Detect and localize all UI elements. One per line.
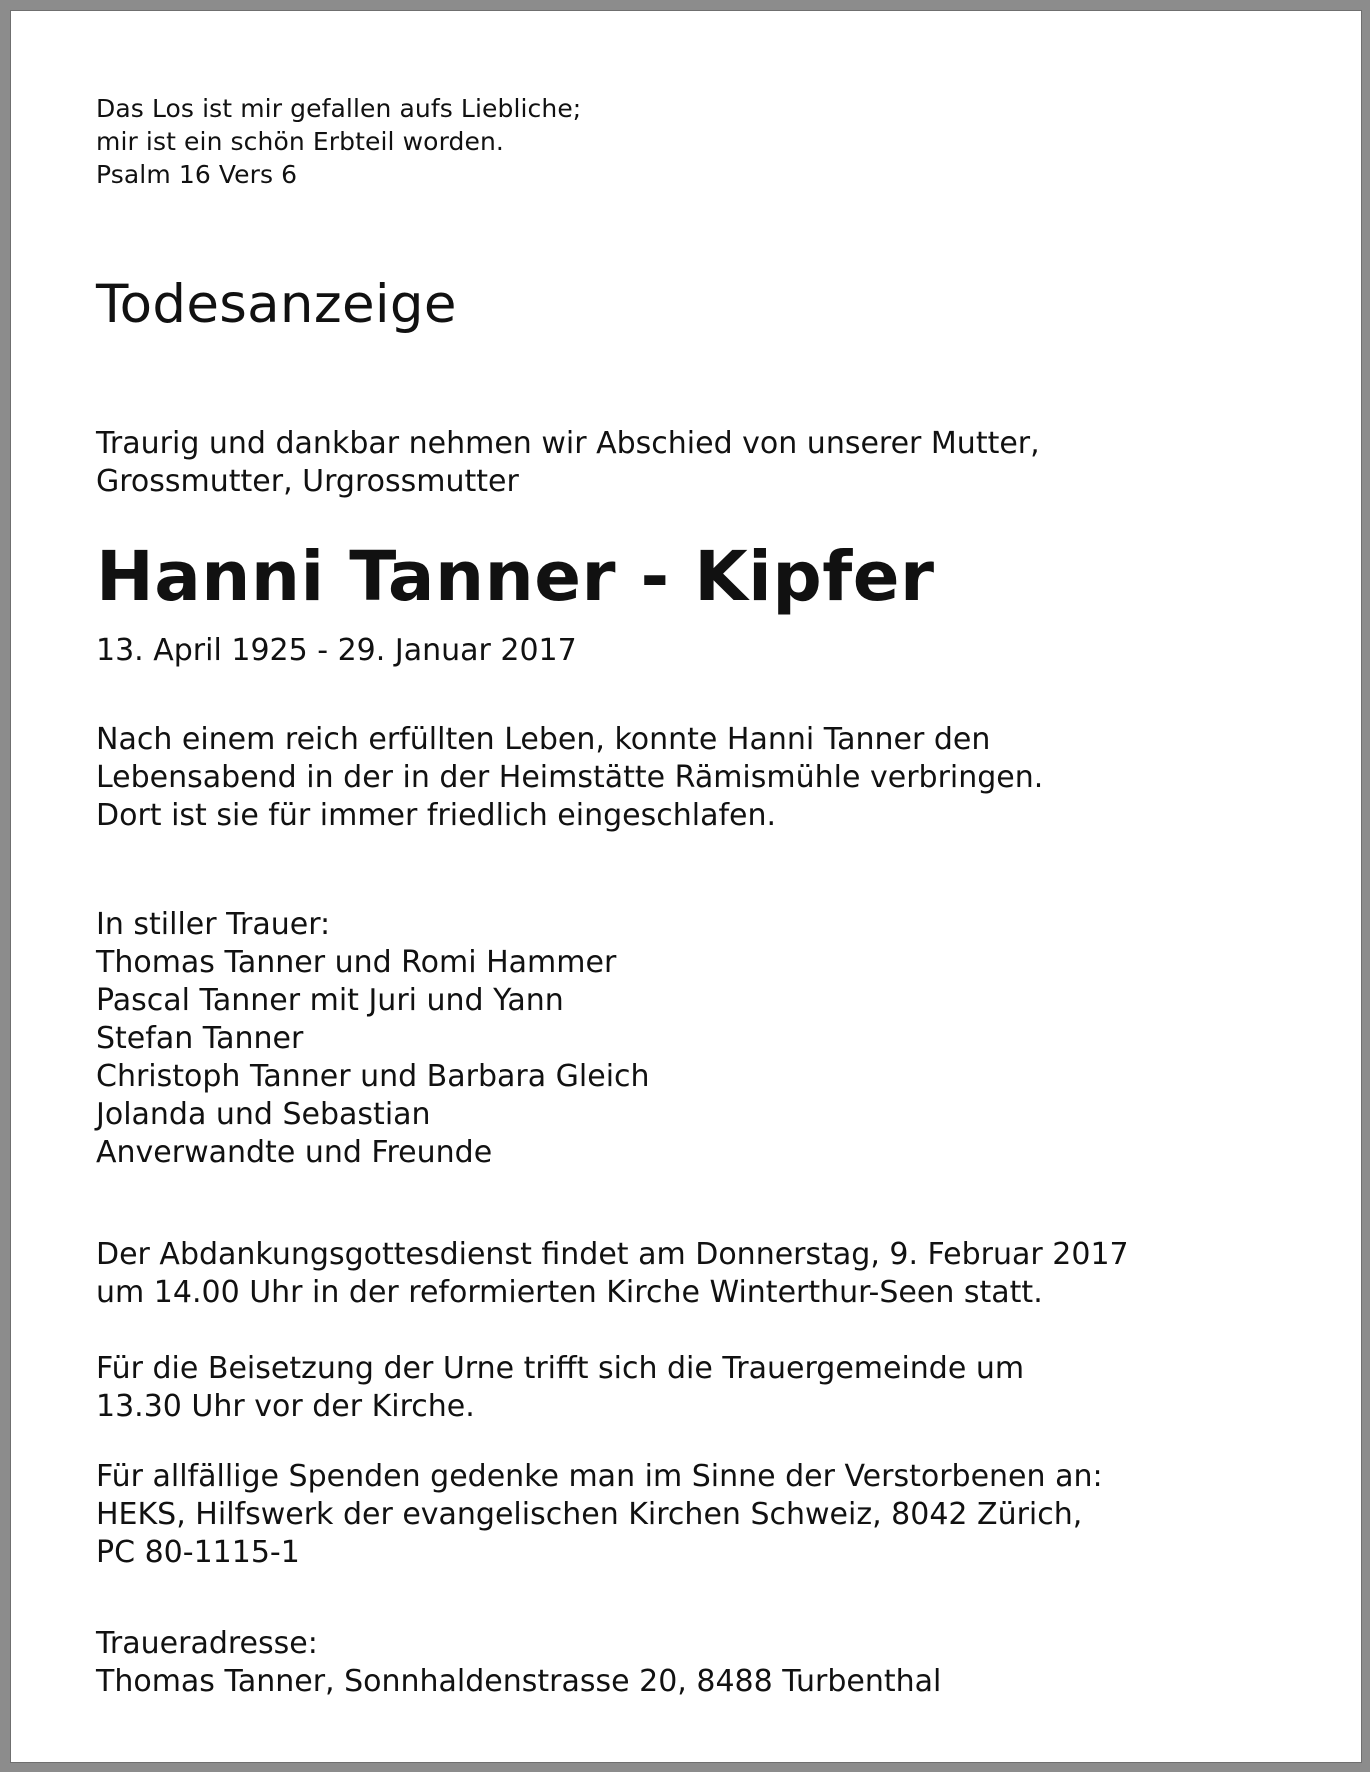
intro-line-2: Grossmutter, Urgrossmutter bbox=[96, 464, 519, 499]
mourners-label: In stiller Trauer: bbox=[96, 907, 331, 942]
donation-account: PC 80-1115-1 bbox=[96, 1535, 300, 1570]
document-page bbox=[10, 10, 1362, 1763]
burial-line-2: 13.30 Uhr vor der Kirche. bbox=[96, 1389, 475, 1424]
mourners-list bbox=[96, 906, 650, 1172]
donation-line-1: Für allfällige Spenden gedenke man im Sinne der Verstorbenen an: bbox=[96, 1459, 1103, 1494]
mourner-name: Pascal Tanner mit Juri und Yann bbox=[96, 983, 564, 1018]
page-title: Todesanzeige bbox=[96, 274, 457, 335]
burial-line-1: Für die Beisetzung der Urne trifft sich die Trauergemeinde um bbox=[96, 1351, 1025, 1386]
life-summary bbox=[96, 721, 1043, 835]
donation-line-2: HEKS, Hilfswerk der evangelischen Kirchen Schweiz, 8042 Zürich, bbox=[96, 1497, 1083, 1532]
mourning-address bbox=[96, 1625, 941, 1701]
summary-line-2: Lebensabend in der in der Heimstätte Rämismühle verbringen. bbox=[96, 760, 1044, 795]
address-label: Traueradresse: bbox=[96, 1626, 318, 1661]
mourner-name: Christoph Tanner und Barbara Gleich bbox=[96, 1059, 650, 1094]
urn-burial-info bbox=[96, 1350, 1024, 1426]
mourner-name: Jolanda und Sebastian bbox=[96, 1097, 431, 1132]
mourner-name: Anverwandte und Freunde bbox=[96, 1135, 493, 1170]
service-line-2: um 14.00 Uhr in der reformierten Kirche Winterthur-Seen statt. bbox=[96, 1275, 1043, 1310]
summary-line-1: Nach einem reich erfüllten Leben, konnte Hanni Tanner den bbox=[96, 722, 991, 757]
deceased-name: Hanni Tanner - Kipfer bbox=[96, 537, 935, 617]
life-dates: 13. April 1925 - 29. Januar 2017 bbox=[96, 633, 577, 668]
mourner-name: Stefan Tanner bbox=[96, 1021, 304, 1056]
verse-line-2: mir ist ein schön Erbteil worden. bbox=[96, 127, 504, 156]
service-line-1: Der Abdankungsgottesdienst findet am Donnerstag, 9. Februar 2017 bbox=[96, 1237, 1129, 1272]
intro-text bbox=[96, 425, 1040, 501]
donation-info bbox=[96, 1458, 1103, 1572]
summary-line-3: Dort ist sie für immer friedlich eingeschlafen. bbox=[96, 798, 777, 833]
bible-verse bbox=[96, 92, 581, 191]
address-line: Thomas Tanner, Sonnhaldenstrasse 20, 8488 Turbenthal bbox=[96, 1664, 942, 1699]
intro-line-1: Traurig und dankbar nehmen wir Abschied von unserer Mutter, bbox=[96, 426, 1040, 461]
verse-reference: Psalm 16 Vers 6 bbox=[96, 160, 298, 189]
mourner-name: Thomas Tanner und Romi Hammer bbox=[96, 945, 617, 980]
funeral-service-info bbox=[96, 1236, 1129, 1312]
verse-line-1: Das Los ist mir gefallen aufs Liebliche; bbox=[96, 94, 582, 123]
